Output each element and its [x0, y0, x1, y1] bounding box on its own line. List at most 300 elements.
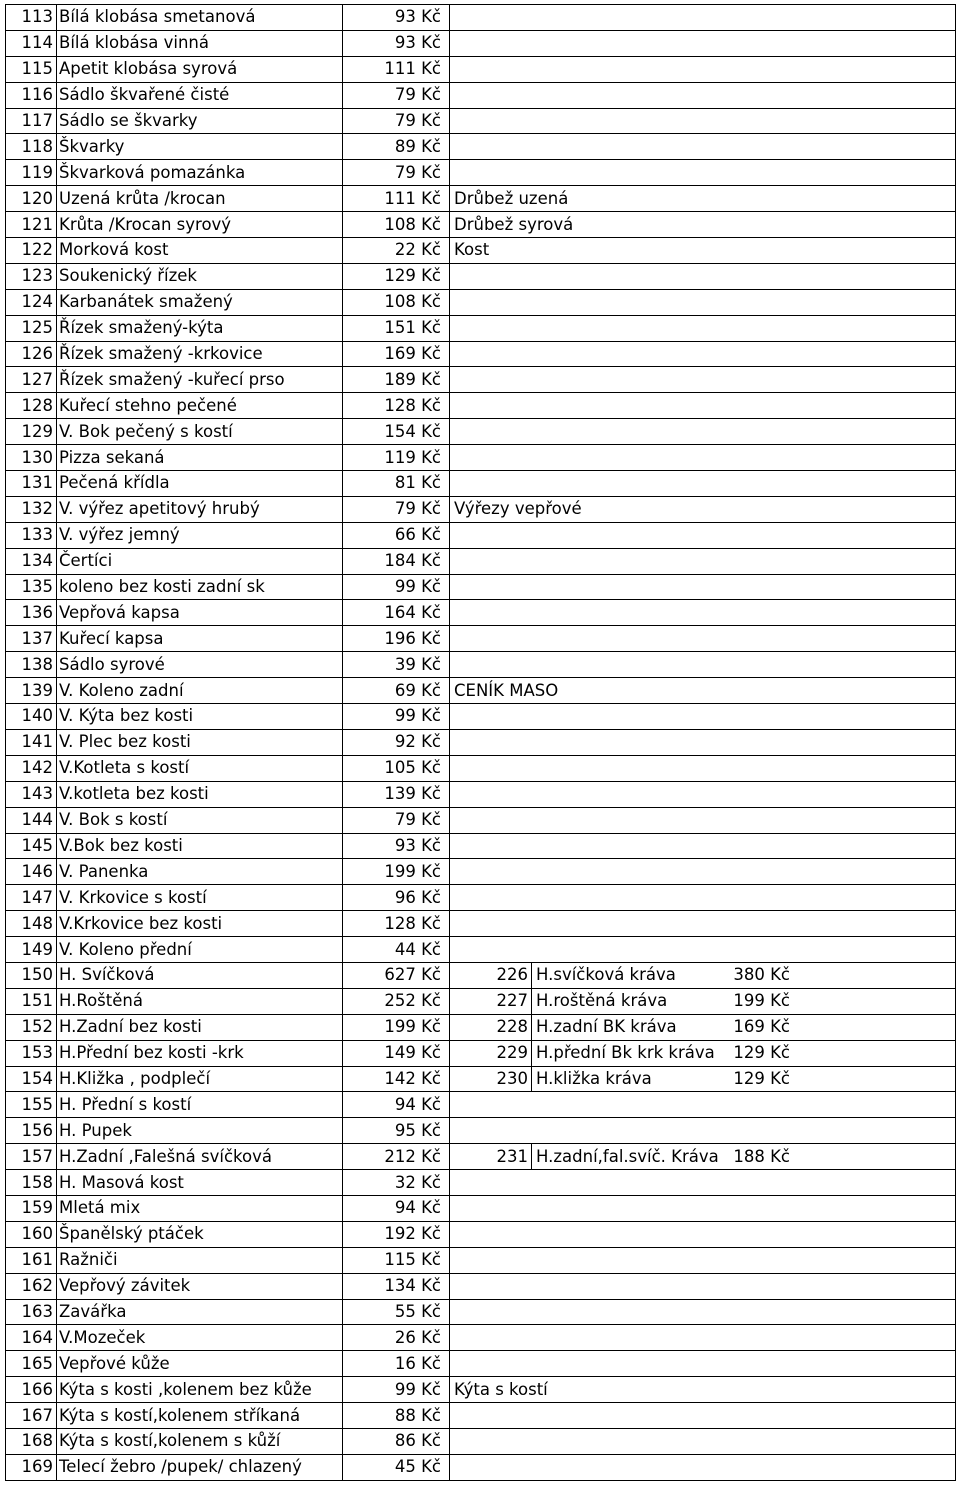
item-number-cell: 146	[6, 859, 57, 885]
table-row	[6, 82, 956, 108]
item-number-cell: 137	[6, 626, 57, 652]
item-price-cell: 108 Kč	[343, 289, 450, 315]
item-number-cell: 132	[6, 496, 57, 522]
item-name-cell: H. Svíčková	[57, 962, 343, 988]
item-price-cell: 55 Kč	[343, 1299, 450, 1325]
table-row	[6, 496, 956, 522]
category-label-cell	[450, 911, 956, 937]
item-number-cell: 116	[6, 82, 57, 108]
table-row	[6, 1454, 956, 1480]
item-number-cell: 161	[6, 1247, 57, 1273]
item-number-cell: 129	[6, 419, 57, 445]
item-name-cell: Apetit klobása syrová	[57, 56, 343, 82]
item-name-cell: H. Masová kost	[57, 1170, 343, 1196]
item-name-cell: Pizza sekaná	[57, 445, 343, 471]
item-number-cell: 127	[6, 367, 57, 393]
category-label-cell	[450, 859, 956, 885]
item-number-cell: 122	[6, 238, 57, 264]
table-row	[6, 56, 956, 82]
item-name-cell: Španělský ptáček	[57, 1221, 343, 1247]
cow-item-price: 199 Kč	[733, 991, 790, 1011]
item-number-cell: 119	[6, 160, 57, 186]
item-price-cell: 627 Kč	[343, 962, 450, 988]
item-name-cell: Řízek smažený -kuřecí prso	[57, 367, 343, 393]
category-label-cell: Kost	[450, 238, 956, 264]
item-price-cell: 99 Kč	[343, 704, 450, 730]
table-row	[6, 5, 956, 31]
item-price-cell: 93 Kč	[343, 833, 450, 859]
item-price-cell: 149 Kč	[343, 1040, 450, 1066]
item-name-cell: Pečená křídla	[57, 471, 343, 497]
table-row	[6, 1144, 956, 1170]
item-number-cell: 141	[6, 729, 57, 755]
item-name-cell: Telecí žebro /pupek/ chlazený	[57, 1454, 343, 1480]
category-label-cell	[450, 160, 956, 186]
item-number-cell: 135	[6, 574, 57, 600]
table-row	[6, 652, 956, 678]
item-price-cell: 192 Kč	[343, 1221, 450, 1247]
item-price-cell: 199 Kč	[343, 1014, 450, 1040]
category-label-cell	[450, 445, 956, 471]
item-name-cell: H.Roštěná	[57, 988, 343, 1014]
item-name-cell: Kýta s kostí,kolenem s kůží	[57, 1428, 343, 1454]
item-price-cell: 96 Kč	[343, 885, 450, 911]
item-number-cell: 121	[6, 212, 57, 238]
cow-item-cell	[532, 1144, 956, 1170]
item-name-cell: H. Přední s kostí	[57, 1092, 343, 1118]
category-label-cell	[450, 652, 956, 678]
item-number-cell: 145	[6, 833, 57, 859]
item-price-cell: 79 Kč	[343, 82, 450, 108]
item-name-cell: Zavářka	[57, 1299, 343, 1325]
item-name-cell: Kýta s kostí,kolenem stříkaná	[57, 1403, 343, 1429]
table-row	[6, 911, 956, 937]
item-number-cell: 156	[6, 1118, 57, 1144]
item-price-cell: 44 Kč	[343, 937, 450, 963]
item-price-cell: 199 Kč	[343, 859, 450, 885]
item-name-cell: V. Koleno zadní	[57, 678, 343, 704]
table-row	[6, 1273, 956, 1299]
item-number-cell: 150	[6, 962, 57, 988]
category-label-cell	[450, 1221, 956, 1247]
item-number-cell: 120	[6, 186, 57, 212]
table-row	[6, 1377, 956, 1403]
item-price-cell: 154 Kč	[343, 419, 450, 445]
item-price-cell: 129 Kč	[343, 263, 450, 289]
category-label-cell	[450, 781, 956, 807]
table-row	[6, 600, 956, 626]
cow-item-cell	[532, 962, 956, 988]
table-row	[6, 445, 956, 471]
table-row	[6, 367, 956, 393]
item-price-cell: 79 Kč	[343, 108, 450, 134]
item-number-cell: 148	[6, 911, 57, 937]
item-number-cell: 167	[6, 1403, 57, 1429]
item-number-cell: 165	[6, 1351, 57, 1377]
category-label-cell	[450, 1299, 956, 1325]
item-name-cell: H.Přední bez kosti -krk	[57, 1040, 343, 1066]
item-price-cell: 22 Kč	[343, 238, 450, 264]
item-price-cell: 111 Kč	[343, 186, 450, 212]
table-row	[6, 678, 956, 704]
price-list-body	[6, 5, 956, 1481]
cow-item-number-cell: 230	[450, 1066, 532, 1092]
item-price-cell: 119 Kč	[343, 445, 450, 471]
item-price-cell: 212 Kč	[343, 1144, 450, 1170]
item-number-cell: 160	[6, 1221, 57, 1247]
item-number-cell: 124	[6, 289, 57, 315]
item-name-cell: V. Koleno přední	[57, 937, 343, 963]
category-label-cell	[450, 471, 956, 497]
item-name-cell: Řízek smažený-kýta	[57, 315, 343, 341]
item-name-cell: V. Bok pečený s kostí	[57, 419, 343, 445]
category-label-cell	[450, 937, 956, 963]
item-name-cell: Bílá klobása smetanová	[57, 5, 343, 31]
category-label-cell	[450, 367, 956, 393]
item-name-cell: V. Krkovice s kostí	[57, 885, 343, 911]
category-label-cell	[450, 134, 956, 160]
cow-item-number-cell: 227	[450, 988, 532, 1014]
table-row	[6, 108, 956, 134]
item-name-cell: Sádlo se škvarky	[57, 108, 343, 134]
cow-item-number-cell: 226	[450, 962, 532, 988]
cow-item-cell	[532, 1040, 956, 1066]
category-label-cell	[450, 108, 956, 134]
item-number-cell: 118	[6, 134, 57, 160]
category-label-cell	[450, 729, 956, 755]
item-price-cell: 105 Kč	[343, 755, 450, 781]
cow-item-number-cell: 231	[450, 1144, 532, 1170]
item-price-cell: 189 Kč	[343, 367, 450, 393]
category-label-cell	[450, 5, 956, 31]
category-label-cell	[450, 600, 956, 626]
item-name-cell: Sádlo škvařené čisté	[57, 82, 343, 108]
table-row	[6, 419, 956, 445]
item-name-cell: H.Zadní bez kosti	[57, 1014, 343, 1040]
item-price-cell: 81 Kč	[343, 471, 450, 497]
table-row	[6, 1040, 956, 1066]
item-number-cell: 130	[6, 445, 57, 471]
item-name-cell: Ražniči	[57, 1247, 343, 1273]
table-row	[6, 393, 956, 419]
table-row	[6, 522, 956, 548]
item-name-cell: Vepřová kapsa	[57, 600, 343, 626]
price-list-table	[5, 4, 956, 1481]
table-row	[6, 937, 956, 963]
item-price-cell: 92 Kč	[343, 729, 450, 755]
item-number-cell: 154	[6, 1066, 57, 1092]
item-price-cell: 252 Kč	[343, 988, 450, 1014]
item-price-cell: 16 Kč	[343, 1351, 450, 1377]
table-row	[6, 263, 956, 289]
table-row	[6, 807, 956, 833]
item-price-cell: 94 Kč	[343, 1195, 450, 1221]
table-row	[6, 833, 956, 859]
item-price-cell: 32 Kč	[343, 1170, 450, 1196]
category-label-cell	[450, 341, 956, 367]
item-price-cell: 111 Kč	[343, 56, 450, 82]
table-row	[6, 781, 956, 807]
item-name-cell: Škvarky	[57, 134, 343, 160]
item-number-cell: 125	[6, 315, 57, 341]
table-row	[6, 574, 956, 600]
category-label-cell	[450, 755, 956, 781]
item-price-cell: 184 Kč	[343, 548, 450, 574]
category-label-cell	[450, 1403, 956, 1429]
item-price-cell: 86 Kč	[343, 1428, 450, 1454]
table-row	[6, 341, 956, 367]
table-row	[6, 186, 956, 212]
item-number-cell: 169	[6, 1454, 57, 1480]
table-row	[6, 315, 956, 341]
item-price-cell: 99 Kč	[343, 1377, 450, 1403]
cow-item-cell	[532, 1014, 956, 1040]
item-price-cell: 93 Kč	[343, 5, 450, 31]
cow-item-price: 380 Kč	[733, 965, 790, 985]
item-number-cell: 139	[6, 678, 57, 704]
cow-item-price: 169 Kč	[733, 1017, 790, 1037]
item-number-cell: 115	[6, 56, 57, 82]
table-row	[6, 1428, 956, 1454]
category-label-cell	[450, 1454, 956, 1480]
category-label-cell	[450, 56, 956, 82]
item-number-cell: 142	[6, 755, 57, 781]
item-number-cell: 157	[6, 1144, 57, 1170]
item-name-cell: V. Panenka	[57, 859, 343, 885]
category-label-cell: Výřezy vepřové	[450, 496, 956, 522]
item-name-cell: V. Kýta bez kosti	[57, 704, 343, 730]
category-label-cell	[450, 82, 956, 108]
category-label-cell	[450, 289, 956, 315]
item-price-cell: 39 Kč	[343, 652, 450, 678]
item-number-cell: 143	[6, 781, 57, 807]
category-label-cell	[450, 1325, 956, 1351]
cow-item-name: H.kližka kráva	[536, 1068, 652, 1088]
item-price-cell: 95 Kč	[343, 1118, 450, 1144]
table-row	[6, 1118, 956, 1144]
item-number-cell: 128	[6, 393, 57, 419]
item-price-cell: 89 Kč	[343, 134, 450, 160]
category-label-cell	[450, 833, 956, 859]
item-price-cell: 151 Kč	[343, 315, 450, 341]
cow-item-price: 129 Kč	[733, 1068, 790, 1088]
item-number-cell: 163	[6, 1299, 57, 1325]
category-label-cell	[450, 30, 956, 56]
category-label-cell	[450, 263, 956, 289]
category-label-cell	[450, 315, 956, 341]
category-label-cell	[450, 393, 956, 419]
item-price-cell: 128 Kč	[343, 393, 450, 419]
item-name-cell: Karbanátek smažený	[57, 289, 343, 315]
table-row	[6, 1221, 956, 1247]
table-row	[6, 548, 956, 574]
item-name-cell: V.kotleta bez kosti	[57, 781, 343, 807]
category-label-cell	[450, 1195, 956, 1221]
table-row	[6, 885, 956, 911]
item-price-cell: 115 Kč	[343, 1247, 450, 1273]
item-name-cell: V. Plec bez kosti	[57, 729, 343, 755]
category-label-cell	[450, 1428, 956, 1454]
item-name-cell: V.Kotleta s kostí	[57, 755, 343, 781]
cow-item-name: H.zadní,fal.svíč. Kráva	[536, 1146, 719, 1166]
table-row	[6, 1247, 956, 1273]
item-number-cell: 133	[6, 522, 57, 548]
table-row	[6, 859, 956, 885]
item-price-cell: 169 Kč	[343, 341, 450, 367]
item-name-cell: Čertíci	[57, 548, 343, 574]
item-name-cell: Uzená krůta /krocan	[57, 186, 343, 212]
category-label-cell	[450, 885, 956, 911]
table-row	[6, 1195, 956, 1221]
table-row	[6, 160, 956, 186]
item-name-cell: V. výřez apetitový hrubý	[57, 496, 343, 522]
category-label-cell	[450, 1273, 956, 1299]
item-name-cell: Kuřecí stehno pečené	[57, 393, 343, 419]
category-label-cell	[450, 1092, 956, 1118]
table-row	[6, 1066, 956, 1092]
cow-item-number-cell: 228	[450, 1014, 532, 1040]
item-name-cell: H.Kližka , podplečí	[57, 1066, 343, 1092]
item-name-cell: V. Bok s kostí	[57, 807, 343, 833]
cow-item-name: H.roštěná kráva	[536, 991, 668, 1011]
item-name-cell: Morková kost	[57, 238, 343, 264]
item-price-cell: 79 Kč	[343, 807, 450, 833]
item-name-cell: Vepřové kůže	[57, 1351, 343, 1377]
item-name-cell: V.Bok bez kosti	[57, 833, 343, 859]
item-number-cell: 126	[6, 341, 57, 367]
item-price-cell: 93 Kč	[343, 30, 450, 56]
category-label-cell	[450, 522, 956, 548]
item-number-cell: 147	[6, 885, 57, 911]
category-label-cell: Drůbež syrová	[450, 212, 956, 238]
table-row	[6, 134, 956, 160]
category-label-cell	[450, 1118, 956, 1144]
table-row	[6, 1092, 956, 1118]
table-row	[6, 212, 956, 238]
table-row	[6, 1299, 956, 1325]
item-number-cell: 158	[6, 1170, 57, 1196]
item-number-cell: 144	[6, 807, 57, 833]
item-number-cell: 123	[6, 263, 57, 289]
item-name-cell: V. výřez jemný	[57, 522, 343, 548]
item-number-cell: 153	[6, 1040, 57, 1066]
table-row	[6, 962, 956, 988]
cow-item-cell	[532, 1066, 956, 1092]
table-row	[6, 1351, 956, 1377]
item-price-cell: 142 Kč	[343, 1066, 450, 1092]
table-row	[6, 626, 956, 652]
category-label-cell: Drůbež uzená	[450, 186, 956, 212]
item-price-cell: 196 Kč	[343, 626, 450, 652]
category-label-cell: CENÍK MASO	[450, 678, 956, 704]
item-number-cell: 151	[6, 988, 57, 1014]
item-name-cell: H. Pupek	[57, 1118, 343, 1144]
category-label-cell	[450, 1247, 956, 1273]
item-name-cell: Kýta s kosti ,kolenem bez kůže	[57, 1377, 343, 1403]
item-name-cell: Bílá klobása vinná	[57, 30, 343, 56]
item-number-cell: 114	[6, 30, 57, 56]
table-row	[6, 289, 956, 315]
item-name-cell: Vepřový závitek	[57, 1273, 343, 1299]
item-number-cell: 149	[6, 937, 57, 963]
cow-item-name: H.přední Bk krk kráva	[536, 1043, 715, 1063]
category-label-cell	[450, 704, 956, 730]
cow-item-price: 129 Kč	[733, 1043, 790, 1063]
cow-item-name: H.svíčková kráva	[536, 965, 676, 985]
category-label-cell	[450, 1351, 956, 1377]
item-price-cell: 99 Kč	[343, 574, 450, 600]
item-number-cell: 136	[6, 600, 57, 626]
table-row	[6, 729, 956, 755]
item-number-cell: 164	[6, 1325, 57, 1351]
item-name-cell: Krůta /Krocan syrový	[57, 212, 343, 238]
category-label-cell	[450, 574, 956, 600]
table-row	[6, 30, 956, 56]
table-row	[6, 1403, 956, 1429]
category-label-cell	[450, 1170, 956, 1196]
table-row	[6, 471, 956, 497]
item-number-cell: 113	[6, 5, 57, 31]
item-name-cell: Soukenický řízek	[57, 263, 343, 289]
item-name-cell: Řízek smažený -krkovice	[57, 341, 343, 367]
item-price-cell: 26 Kč	[343, 1325, 450, 1351]
table-row	[6, 704, 956, 730]
category-label-cell	[450, 548, 956, 574]
item-number-cell: 131	[6, 471, 57, 497]
table-row	[6, 1170, 956, 1196]
item-number-cell: 134	[6, 548, 57, 574]
table-row	[6, 1014, 956, 1040]
item-number-cell: 152	[6, 1014, 57, 1040]
item-price-cell: 94 Kč	[343, 1092, 450, 1118]
item-number-cell: 155	[6, 1092, 57, 1118]
item-number-cell: 159	[6, 1195, 57, 1221]
item-price-cell: 79 Kč	[343, 496, 450, 522]
table-row	[6, 988, 956, 1014]
category-label-cell: Kýta s kostí	[450, 1377, 956, 1403]
item-price-cell: 108 Kč	[343, 212, 450, 238]
item-name-cell: Kuřecí kapsa	[57, 626, 343, 652]
item-price-cell: 69 Kč	[343, 678, 450, 704]
item-name-cell: koleno bez kosti zadní sk	[57, 574, 343, 600]
item-name-cell: V.Krkovice bez kosti	[57, 911, 343, 937]
item-number-cell: 117	[6, 108, 57, 134]
cow-item-name: H.zadní BK kráva	[536, 1017, 677, 1037]
cow-item-number-cell: 229	[450, 1040, 532, 1066]
table-row	[6, 755, 956, 781]
item-price-cell: 88 Kč	[343, 1403, 450, 1429]
category-label-cell	[450, 807, 956, 833]
table-row	[6, 238, 956, 264]
item-price-cell: 79 Kč	[343, 160, 450, 186]
item-number-cell: 168	[6, 1428, 57, 1454]
category-label-cell	[450, 626, 956, 652]
item-price-cell: 45 Kč	[343, 1454, 450, 1480]
item-name-cell: H.Zadní ,Falešná svíčková	[57, 1144, 343, 1170]
cow-item-price: 188 Kč	[733, 1146, 790, 1166]
table-row	[6, 1325, 956, 1351]
item-price-cell: 134 Kč	[343, 1273, 450, 1299]
item-name-cell: Mletá mix	[57, 1195, 343, 1221]
cow-item-cell	[532, 988, 956, 1014]
item-price-cell: 66 Kč	[343, 522, 450, 548]
item-name-cell: Škvarková pomazánka	[57, 160, 343, 186]
item-price-cell: 128 Kč	[343, 911, 450, 937]
item-number-cell: 138	[6, 652, 57, 678]
item-number-cell: 140	[6, 704, 57, 730]
item-price-cell: 139 Kč	[343, 781, 450, 807]
item-name-cell: Sádlo syrové	[57, 652, 343, 678]
